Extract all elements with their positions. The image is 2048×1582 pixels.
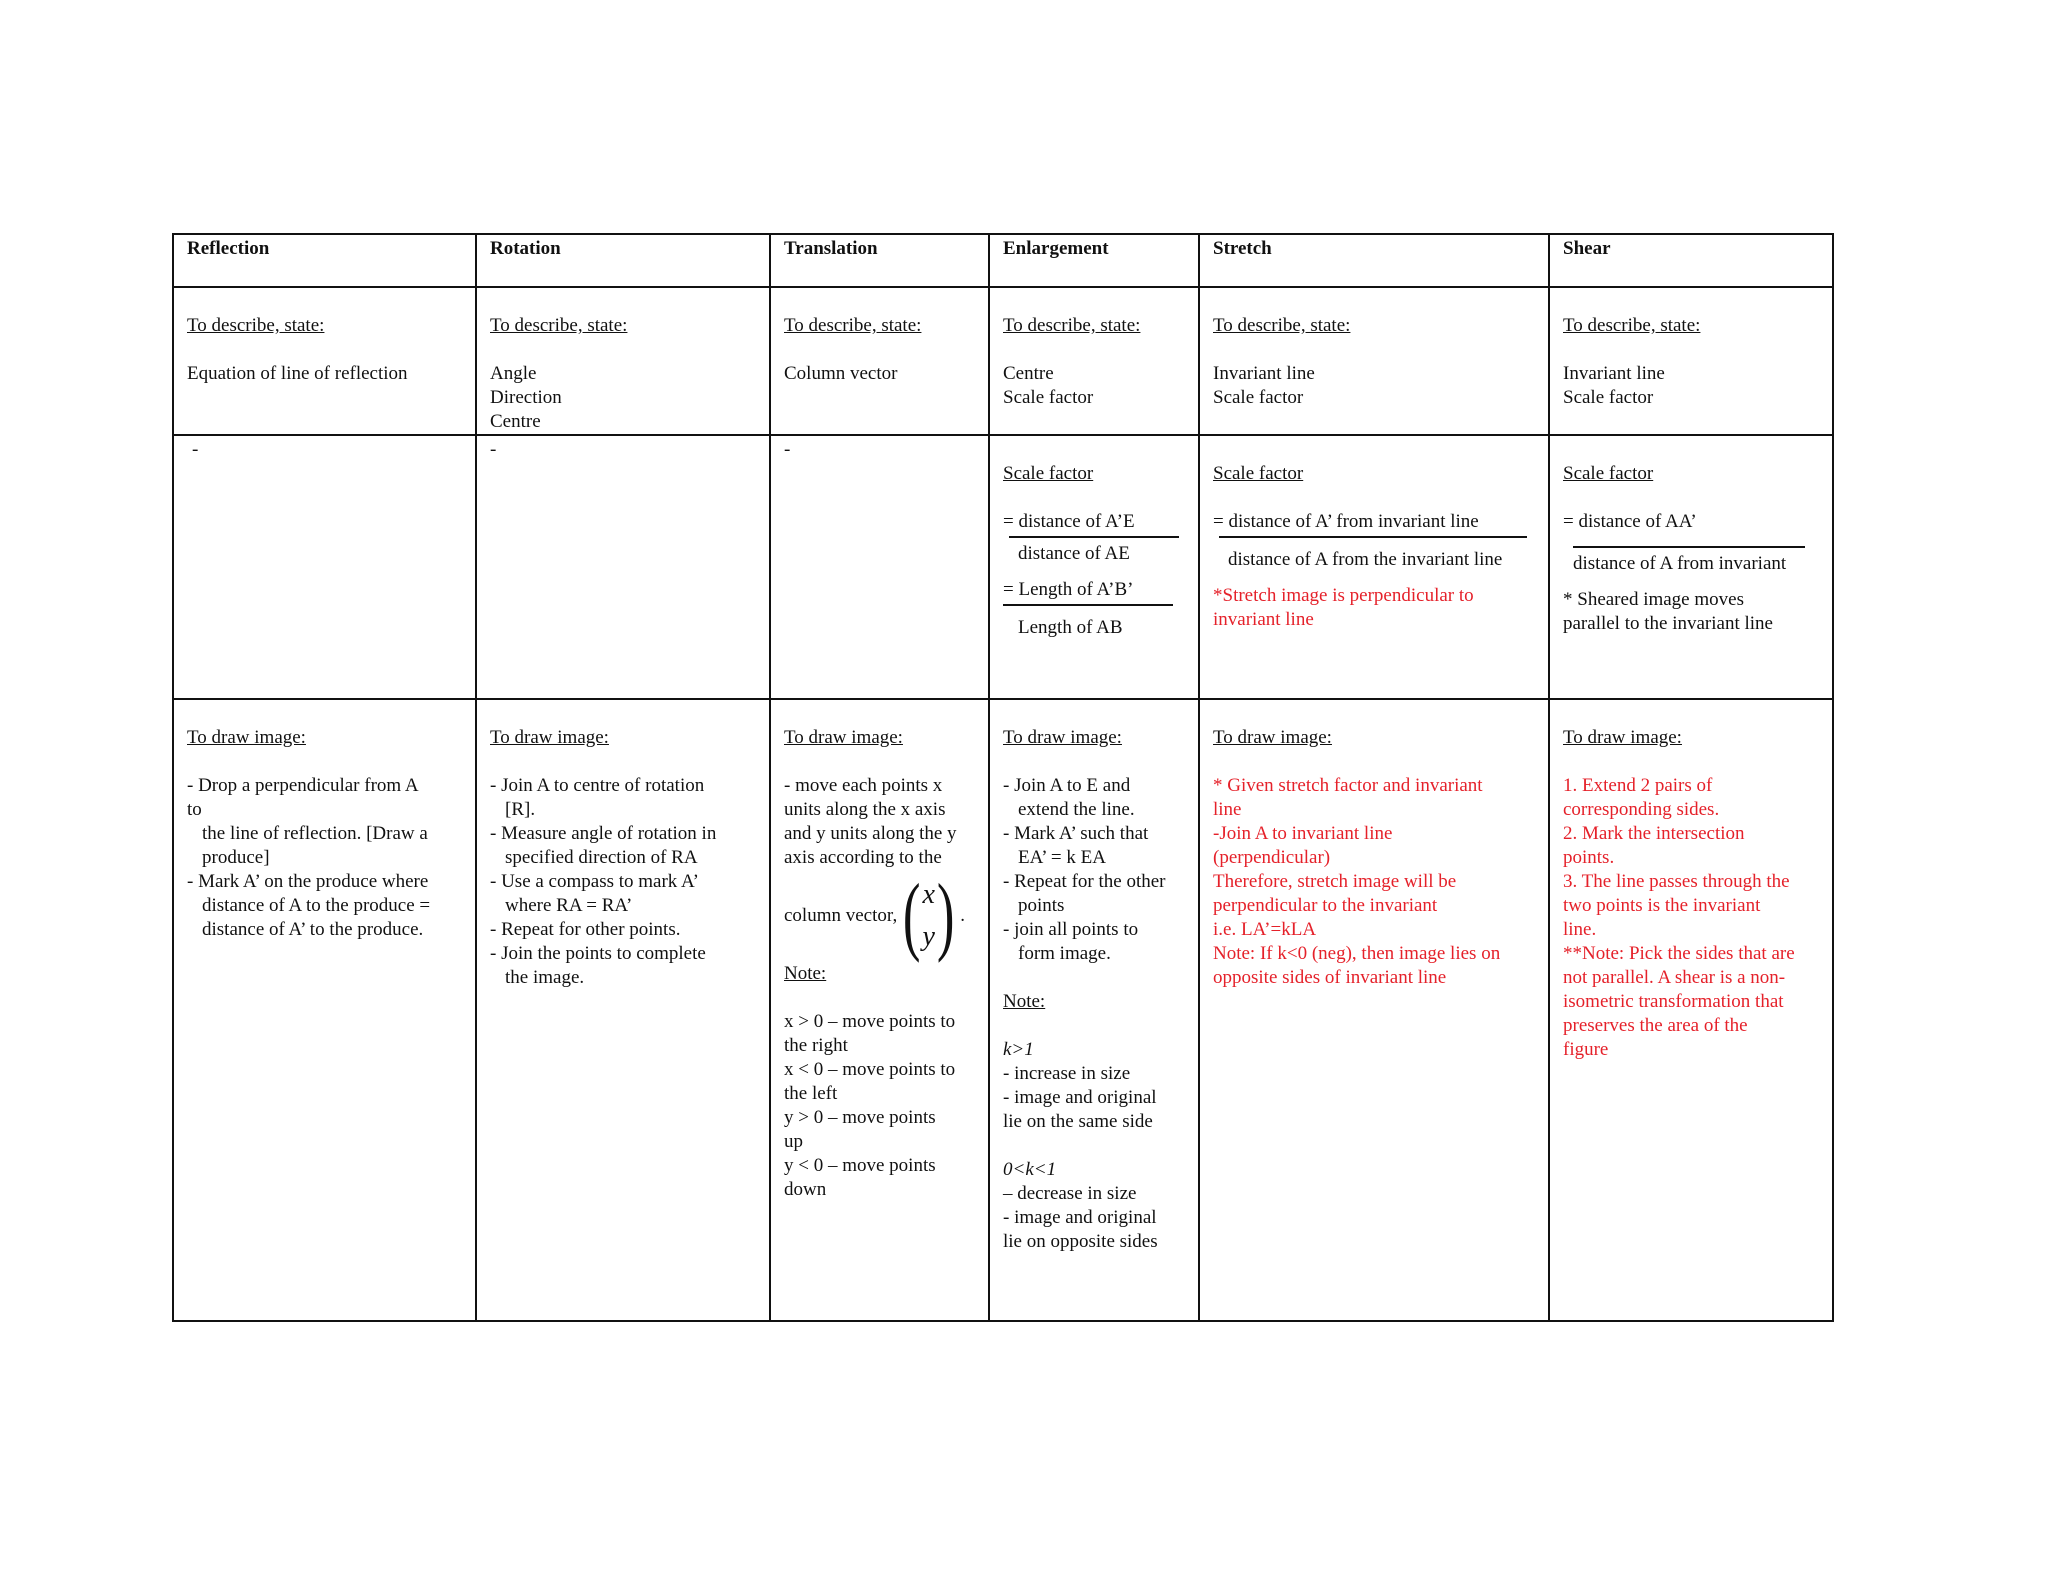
right-paren: )	[936, 867, 955, 964]
vector-period: .	[960, 905, 966, 926]
text-line: where RA = RA’	[505, 895, 633, 916]
draw-label: To draw image:	[490, 727, 609, 748]
text-line: points.	[1563, 847, 1615, 868]
scale-translation	[770, 435, 989, 699]
text-line: Scale factor	[1563, 387, 1654, 408]
describe-list	[784, 362, 988, 386]
header-row	[173, 234, 1833, 287]
k-greater-notes	[1003, 1062, 1198, 1134]
draw-stretch	[1199, 699, 1549, 1321]
text-line: 3. The line passes through the	[1563, 871, 1790, 892]
describe-list	[1563, 362, 1832, 410]
draw-reflection	[173, 699, 476, 1321]
scale-stretch	[1199, 435, 1549, 699]
vector-x: x	[922, 879, 935, 910]
text-line: Centre	[1003, 363, 1054, 384]
fraction-denominator: Length of AB	[1018, 617, 1123, 638]
vector-entries	[923, 874, 935, 958]
describe-label: To describe, state:	[1213, 315, 1351, 336]
describe-label: To describe, state:	[1003, 315, 1141, 336]
text-line: to	[187, 799, 202, 820]
text-line: 2. Mark the intersection	[1563, 823, 1745, 844]
text-line: Scale factor	[1003, 387, 1094, 408]
text-line: Centre	[490, 411, 541, 432]
draw-steps	[187, 774, 475, 942]
header-enlargement	[989, 234, 1199, 287]
header-label: Shear	[1563, 238, 1611, 259]
describe-row	[173, 287, 1833, 435]
vector-y: y	[922, 921, 935, 952]
translation-notes	[784, 1010, 988, 1202]
describe-translation	[770, 287, 989, 435]
k-between-zero-one: 0<k<1	[1003, 1159, 1057, 1180]
text-line: y < 0 – move points	[784, 1155, 936, 1176]
text-line: Column vector	[784, 363, 898, 384]
scale-factor-label: Scale factor	[1213, 463, 1304, 484]
text-line: the line of reflection. [Draw a	[202, 823, 428, 844]
text-line: - increase in size	[1003, 1063, 1131, 1084]
draw-shear	[1549, 699, 1833, 1321]
draw-steps	[1563, 774, 1832, 1062]
fraction-numerator: = distance of A’E	[1003, 511, 1135, 532]
text-line: Equation of line of reflection	[187, 363, 408, 384]
draw-label: To draw image:	[784, 727, 903, 748]
describe-label: To describe, state:	[490, 315, 628, 336]
draw-label: To draw image:	[187, 727, 306, 748]
text-line: Direction	[490, 387, 562, 408]
describe-stretch	[1199, 287, 1549, 435]
text-line: Angle	[490, 363, 537, 384]
draw-enlargement	[989, 699, 1199, 1321]
scale-enlargement	[989, 435, 1199, 699]
fraction-numerator: = distance of A’ from invariant line	[1213, 511, 1479, 532]
text-line: points	[1018, 895, 1065, 916]
text-line: Scale factor	[1213, 387, 1304, 408]
header-stretch	[1199, 234, 1549, 287]
describe-enlargement	[989, 287, 1199, 435]
text-line: extend the line.	[1018, 799, 1135, 820]
text-line: - Use a compass to mark A’	[490, 871, 699, 892]
draw-steps	[490, 774, 769, 990]
scale-factor-label: Scale factor	[1003, 463, 1094, 484]
scale-factor-label: Scale factor	[1563, 463, 1654, 484]
text-line: - Drop a perpendicular from A	[187, 775, 419, 796]
describe-list	[187, 362, 475, 386]
text-line: axis according to the	[784, 847, 942, 868]
fraction-numerator: = Length of A’B’	[1003, 579, 1134, 600]
text-line: isometric transformation that	[1563, 991, 1784, 1012]
header-translation	[770, 234, 989, 287]
draw-row	[173, 699, 1833, 1321]
column-vector-label: column vector,	[784, 905, 898, 926]
text-line: distance of A’ to the produce.	[202, 919, 424, 940]
transformations-table	[172, 233, 1832, 1316]
draw-translation	[770, 699, 989, 1321]
text-line: EA’ = k EA	[1018, 847, 1106, 868]
text-line: parallel to the invariant line	[1563, 613, 1773, 634]
text-line: produce]	[202, 847, 270, 868]
text-line: - Join the points to complete	[490, 943, 706, 964]
header-label: Translation	[784, 238, 878, 259]
text-line: Therefore, stretch image will be	[1213, 871, 1457, 892]
header-label: Stretch	[1213, 238, 1272, 259]
text-line: x < 0 – move points to	[784, 1059, 956, 1080]
draw-label: To draw image:	[1213, 727, 1332, 748]
fraction-denominator: distance of A from invariant	[1573, 553, 1787, 574]
fraction-bar	[1219, 536, 1527, 538]
text-line: the left	[784, 1083, 838, 1104]
draw-steps	[1213, 774, 1548, 990]
text-line: figure	[1563, 1039, 1609, 1060]
text-line: the right	[784, 1035, 848, 1056]
text-line: **Note: Pick the sides that are	[1563, 943, 1795, 964]
text-line: - image and original	[1003, 1207, 1157, 1228]
header-shear	[1549, 234, 1833, 287]
describe-shear	[1549, 287, 1833, 435]
text-line: y > 0 – move points	[784, 1107, 936, 1128]
text-line: down	[784, 1179, 827, 1200]
text-line: the image.	[505, 967, 585, 988]
k-greater-than-one: k>1	[1003, 1039, 1034, 1060]
text-line: invariant line	[1213, 609, 1314, 630]
text-line: - Join A to E and	[1003, 775, 1131, 796]
text-line: lie on the same side	[1003, 1111, 1153, 1132]
dash: -	[192, 439, 199, 460]
column-vector	[784, 867, 988, 964]
text-line: * Given stretch factor and invariant	[1213, 775, 1483, 796]
text-line: lie on opposite sides	[1003, 1231, 1158, 1252]
text-line: – decrease in size	[1003, 1183, 1137, 1204]
scale-rotation	[476, 435, 770, 699]
dash: -	[490, 439, 497, 460]
describe-list	[490, 362, 769, 434]
draw-label: To draw image:	[1003, 727, 1122, 748]
text-line: not parallel. A shear is a non-	[1563, 967, 1786, 988]
text-line: distance of A to the produce =	[202, 895, 431, 916]
text-line: (perpendicular)	[1213, 847, 1331, 868]
text-line: up	[784, 1131, 803, 1152]
dash: -	[784, 439, 791, 460]
describe-reflection	[173, 287, 476, 435]
header-rotation	[476, 234, 770, 287]
text-line: - move each points x	[784, 775, 943, 796]
text-line: - Repeat for the other	[1003, 871, 1166, 892]
text-line: 1. Extend 2 pairs of	[1563, 775, 1713, 796]
describe-label: To describe, state:	[1563, 315, 1701, 336]
header-label: Enlargement	[1003, 238, 1109, 259]
fraction-bar	[1009, 536, 1179, 538]
summary-grid	[172, 233, 1834, 1322]
text-line: - image and original	[1003, 1087, 1157, 1108]
note-label: Note:	[784, 963, 827, 984]
k-between-notes	[1003, 1182, 1198, 1254]
fraction-numerator: = distance of AA’	[1563, 511, 1697, 532]
draw-steps	[1003, 774, 1198, 966]
text-line: specified direction of RA	[505, 847, 698, 868]
text-line: two points is the invariant	[1563, 895, 1761, 916]
text-line: -Join A to invariant line	[1213, 823, 1393, 844]
fraction-denominator: distance of A from the invariant line	[1228, 549, 1503, 570]
describe-list	[1003, 362, 1198, 410]
text-line: * Sheared image moves	[1563, 589, 1744, 610]
text-line: - Repeat for other points.	[490, 919, 681, 940]
text-line: and y units along the y	[784, 823, 957, 844]
draw-label: To draw image:	[1563, 727, 1682, 748]
scale-shear	[1549, 435, 1833, 699]
header-label: Reflection	[187, 238, 270, 259]
draw-rotation	[476, 699, 770, 1321]
text-line: corresponding sides.	[1563, 799, 1720, 820]
text-line: Invariant line	[1563, 363, 1665, 384]
text-line: i.e. LA’=kLA	[1213, 919, 1317, 940]
text-line: Note: If k<0 (neg), then image lies on	[1213, 943, 1501, 964]
text-line: preserves the area of the	[1563, 1015, 1748, 1036]
header-reflection	[173, 234, 476, 287]
text-line: line.	[1563, 919, 1597, 940]
note-label: Note:	[1003, 991, 1046, 1012]
text-line: x > 0 – move points to	[784, 1011, 956, 1032]
describe-label: To describe, state:	[187, 315, 325, 336]
text-line: line	[1213, 799, 1242, 820]
text-line: - Mark A’ on the produce where	[187, 871, 429, 892]
fraction-bar	[1573, 546, 1805, 548]
left-paren: (	[903, 867, 921, 964]
draw-steps	[784, 774, 988, 870]
fraction-denominator: distance of AE	[1018, 543, 1130, 564]
text-line: form image.	[1018, 943, 1111, 964]
text-line: opposite sides of invariant line	[1213, 967, 1447, 988]
describe-label: To describe, state:	[784, 315, 922, 336]
scale-reflection	[173, 435, 476, 699]
shear-note	[1563, 588, 1832, 636]
header-label: Rotation	[490, 238, 561, 259]
scale-factor-row	[173, 435, 1833, 699]
text-line: units along the x axis	[784, 799, 946, 820]
stretch-note	[1213, 584, 1548, 632]
fraction-bar	[1003, 604, 1173, 606]
text-line: Invariant line	[1213, 363, 1315, 384]
text-line: - Measure angle of rotation in	[490, 823, 717, 844]
text-line: - Join A to centre of rotation	[490, 775, 705, 796]
text-line: perpendicular to the invariant	[1213, 895, 1438, 916]
text-line: *Stretch image is perpendicular to	[1213, 585, 1474, 606]
describe-list	[1213, 362, 1548, 410]
text-line: - Mark A’ such that	[1003, 823, 1149, 844]
describe-rotation	[476, 287, 770, 435]
text-line: - join all points to	[1003, 919, 1139, 940]
text-line: [R].	[505, 799, 536, 820]
